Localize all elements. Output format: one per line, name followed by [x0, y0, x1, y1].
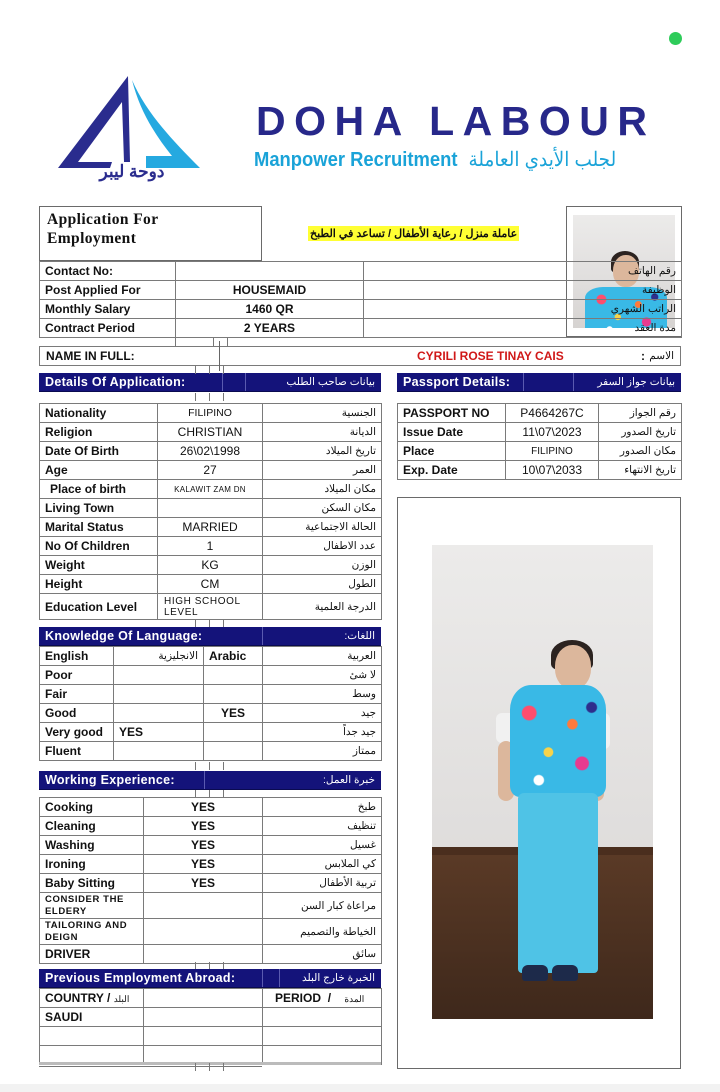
arabic-col-label-ar: العربية [263, 647, 382, 666]
table-row [40, 742, 382, 761]
status-indicator-dot [669, 32, 682, 45]
table-row [40, 499, 382, 518]
passport-no-value: P4664267C [506, 404, 599, 423]
arabic-very-good [204, 723, 263, 742]
arabic-good: YES [204, 704, 263, 723]
cooking-label-ar: طبخ [263, 798, 382, 817]
religion-value: CHRISTIAN [158, 423, 263, 442]
previous-employment-header-label: Previous Employment Abroad: [45, 971, 236, 985]
language-header-ar: اللغات: [344, 630, 375, 642]
weight-label-ar: الوزن [263, 556, 382, 575]
table-row [40, 480, 382, 499]
contact-label-ar: رقم الهاتف [364, 262, 682, 281]
washing-label-ar: غسيل [263, 836, 382, 855]
table-row [40, 817, 382, 836]
previous-employment-header [39, 969, 381, 988]
nationality-label-ar: الجنسية [263, 404, 382, 423]
passport-no-label: PASSPORT NO [398, 404, 506, 423]
contact-value [176, 262, 364, 281]
form-title-line2: Employment [47, 230, 137, 247]
table-row [40, 404, 382, 423]
table-row [40, 423, 382, 442]
table-row [40, 518, 382, 537]
birthplace-value: KALAWIT ZAM DN [158, 480, 263, 499]
period-value [263, 1027, 382, 1046]
details-header-ar: بيانات صاحب الطلب [286, 376, 375, 388]
cleaning-label-ar: تنظيف [263, 817, 382, 836]
arabic-poor [204, 666, 263, 685]
full-name-row [39, 346, 681, 366]
period-value [263, 1008, 382, 1027]
ironing-label-ar: كي الملابس [263, 855, 382, 874]
education-value: HIGH SCHOOL LEVEL [158, 594, 263, 620]
details-header-label: Details Of Application: [45, 375, 186, 389]
ironing-value: YES [144, 855, 263, 874]
table-row [40, 647, 382, 666]
arabic-fluent [204, 742, 263, 761]
level-good-ar: جيد [263, 704, 382, 723]
job-description-ar: عاملة منزل / رعاية الأطفال / تساعد في الطبخ [310, 228, 518, 240]
contract-label-ar: مدة العقد [364, 319, 682, 338]
cleaning-value: YES [144, 817, 263, 836]
table-row [40, 556, 382, 575]
brand-title: DOHA LABOUR [256, 98, 656, 144]
tailoring-label: TAILORING AND DEIGN [40, 919, 144, 945]
english-good [114, 704, 204, 723]
passport-header-ar: بيانات جواز السفر [597, 376, 675, 388]
table-row [40, 537, 382, 556]
age-label-ar: العمر [263, 461, 382, 480]
place-label-ar: مكان الصدور [599, 442, 682, 461]
full-name-label: NAME IN FULL: [46, 349, 135, 363]
post-label: Post Applied For [40, 281, 176, 300]
previous-employment-header-ar: الخبرة خارج البلد [301, 972, 375, 984]
religion-label-ar: الديانة [263, 423, 382, 442]
english-col-label-ar: الانجليزية [114, 647, 204, 666]
arabic-fair [204, 685, 263, 704]
living-town-value [158, 499, 263, 518]
issue-date-label: Issue Date [398, 423, 506, 442]
english-fluent [114, 742, 204, 761]
language-table [39, 646, 382, 761]
marital-label-ar: الحالة الاجتماعية [263, 518, 382, 537]
contact-label: Contact No: [40, 262, 176, 281]
dob-label-ar: تاريخ الميلاد [263, 442, 382, 461]
table-row [398, 442, 682, 461]
experience-header-label: Working Experience: [45, 773, 175, 787]
cleaning-label: Cleaning [40, 817, 144, 836]
country-value: SAUDI [40, 1008, 144, 1027]
table-row [40, 798, 382, 817]
language-header [39, 627, 381, 646]
full-body-photo [432, 545, 653, 1019]
table-row [40, 945, 382, 964]
previous-employment-table [39, 988, 382, 1065]
english-very-good: YES [114, 723, 204, 742]
details-header [39, 373, 381, 392]
marital-label: Marital Status [40, 518, 158, 537]
birthplace-label-ar: مكان الميلاد [263, 480, 382, 499]
nationality-label: Nationality [40, 404, 158, 423]
washing-value: YES [144, 836, 263, 855]
arabic-col-label: Arabic [204, 647, 263, 666]
table-row [40, 704, 382, 723]
cooking-label: Cooking [40, 798, 144, 817]
cooking-value: YES [144, 798, 263, 817]
issue-date-value: 11\07\2023 [506, 423, 599, 442]
table-row [398, 423, 682, 442]
salary-label: Monthly Salary [40, 300, 176, 319]
table-row [40, 1008, 382, 1027]
baby-sitting-label: Baby Sitting [40, 874, 144, 893]
table-row [40, 281, 682, 300]
weight-value: KG [158, 556, 263, 575]
language-header-label: Knowledge Of Language: [45, 629, 203, 643]
experience-table [39, 797, 382, 964]
contract-value: 2 YEARS [176, 319, 364, 338]
level-fluent: Fluent [40, 742, 114, 761]
driver-value [144, 945, 263, 964]
table-row [40, 594, 382, 620]
brand-subtitle-ar: لجلب الأيدي العاملة [468, 149, 617, 171]
empty-cell [144, 1008, 263, 1027]
exp-date-label-ar: تاريخ الانتهاء [599, 461, 682, 480]
table-row [40, 893, 382, 919]
table-row [40, 262, 682, 281]
level-fair-ar: وسط [263, 685, 382, 704]
birthplace-label: Place of birth [40, 480, 158, 499]
table-row [40, 319, 682, 338]
exp-date-value: 10\07\2033 [506, 461, 599, 480]
place-label: Place [398, 442, 506, 461]
level-fair: Fair [40, 685, 114, 704]
table-row [40, 989, 382, 1008]
post-value: HOUSEMAID [176, 281, 364, 300]
details-table [39, 403, 382, 620]
washing-label: Washing [40, 836, 144, 855]
slash: / [107, 991, 111, 1005]
level-fluent-ar: ممتاز [263, 742, 382, 761]
bottom-bar [0, 1084, 720, 1092]
level-poor: Poor [40, 666, 114, 685]
full-name-value: CYRILI ROSE TINAY CAIS [417, 349, 564, 363]
divider-ticks [175, 338, 275, 346]
table-row [40, 666, 382, 685]
place-value: FILIPINO [506, 442, 599, 461]
country-label-ar: البلد [113, 994, 130, 1004]
slash: / [327, 991, 332, 1005]
tailoring-value [144, 919, 263, 945]
full-name-label-ar: الاسم [649, 350, 674, 362]
full-body-photo-frame [397, 497, 681, 1069]
height-label-ar: الطول [263, 575, 382, 594]
tailoring-label-ar: الخياطة والتصميم [263, 919, 382, 945]
children-value: 1 [158, 537, 263, 556]
children-label-ar: عدد الاطفال [263, 537, 382, 556]
logo-arabic-text: دوحة ليبر [99, 162, 165, 181]
salary-value: 1460 QR [176, 300, 364, 319]
table-row [40, 575, 382, 594]
education-label-ar: الدرجة العلمية [263, 594, 382, 620]
living-town-label: Living Town [40, 499, 158, 518]
salary-label-ar: الراتب الشهري [364, 300, 682, 319]
brand-subtitle [254, 147, 616, 172]
experience-header-ar: خبرة العمل: [323, 774, 375, 786]
nationality-value: FILIPINO [158, 404, 263, 423]
living-town-label-ar: مكان السكن [263, 499, 382, 518]
table-row [40, 1027, 382, 1046]
empty-cell [144, 989, 263, 1008]
baby-sitting-label-ar: تربية الأطفال [263, 874, 382, 893]
english-poor [114, 666, 204, 685]
exp-date-label: Exp. Date [398, 461, 506, 480]
full-name-colon: : [641, 349, 645, 363]
table-row [40, 442, 382, 461]
period-label-ar: المدة [344, 994, 365, 1004]
driver-label: DRIVER [40, 945, 144, 964]
education-label: Education Level [40, 594, 158, 620]
table-row [40, 685, 382, 704]
empty-cell [144, 1027, 263, 1046]
passport-header [397, 373, 681, 392]
level-good: Good [40, 704, 114, 723]
passport-header-label: Passport Details: [403, 375, 511, 389]
elderly-care-value [144, 893, 263, 919]
table-row [40, 461, 382, 480]
baby-sitting-value: YES [144, 874, 263, 893]
level-poor-ar: لا شئ [263, 666, 382, 685]
period-label: PERIOD [275, 991, 322, 1005]
table-row [40, 874, 382, 893]
form-title-line1: Application For [47, 211, 159, 228]
level-very-good: Very good [40, 723, 114, 742]
weight-label: Weight [40, 556, 158, 575]
table-row [40, 300, 682, 319]
table-row [398, 461, 682, 480]
dob-label: Date Of Birth [40, 442, 158, 461]
brand-subtitle-en: Manpower Recruitment [254, 149, 458, 171]
company-logo [50, 72, 210, 192]
ironing-label: Ironing [40, 855, 144, 874]
table-row [40, 919, 382, 945]
country-label: COUNTRY [45, 991, 104, 1005]
post-label-ar: الوظيفة [364, 281, 682, 300]
dob-value: 26\02\1998 [158, 442, 263, 461]
summary-table [39, 261, 682, 338]
age-value: 27 [158, 461, 263, 480]
table-row [40, 836, 382, 855]
table-row [40, 855, 382, 874]
country-col-header [40, 989, 144, 1008]
country-value [40, 1027, 144, 1046]
driver-label-ar: سائق [263, 945, 382, 964]
level-very-good-ar: جيد جداً [263, 723, 382, 742]
age-label: Age [40, 461, 158, 480]
height-value: CM [158, 575, 263, 594]
passport-table [397, 403, 682, 480]
contract-label: Contract Period [40, 319, 176, 338]
experience-header [39, 771, 381, 790]
elderly-care-label: CONSIDER THE ELDERY [40, 893, 144, 919]
table-row [40, 723, 382, 742]
religion-label: Religion [40, 423, 158, 442]
english-fair [114, 685, 204, 704]
form-title [39, 206, 262, 261]
children-label: No Of Children [40, 537, 158, 556]
english-col-label: English [40, 647, 114, 666]
issue-date-label-ar: تاريخ الصدور [599, 423, 682, 442]
marital-value: MARRIED [158, 518, 263, 537]
passport-no-label-ar: رقم الجواز [599, 404, 682, 423]
table-row [398, 404, 682, 423]
elderly-care-label-ar: مراعاة كبار السن [263, 893, 382, 919]
height-label: Height [40, 575, 158, 594]
period-col-header [263, 989, 382, 1008]
